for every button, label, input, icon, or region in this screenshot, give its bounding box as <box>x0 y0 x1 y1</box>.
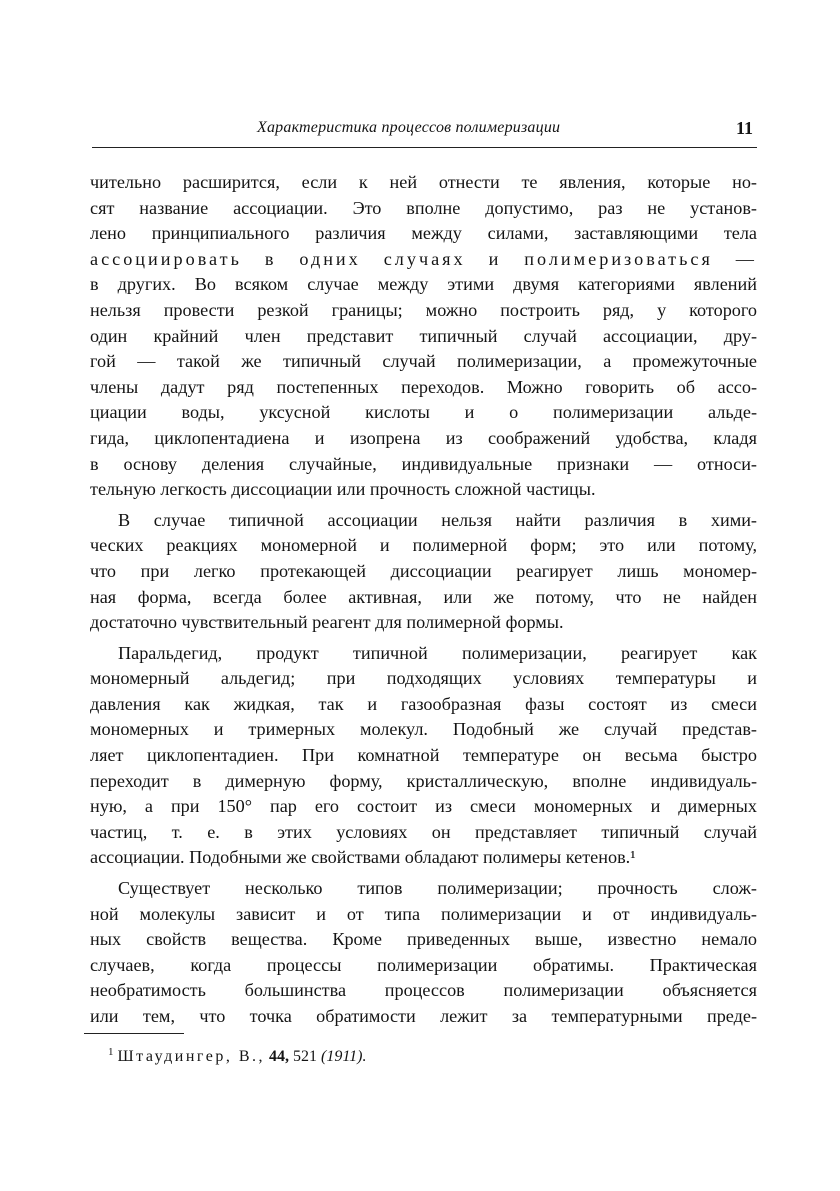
text-line: в основу деления случайные, индивидуальные признаки — относи- <box>90 453 757 474</box>
paragraph-start: Существует несколько типов полимеризации; прочность слож- <box>118 878 757 899</box>
footnote-author: Штаудингер, В., <box>117 1048 265 1065</box>
header-rule <box>92 147 757 148</box>
text-line: ассоциации. Подобными же свойствами обладают полимеры кетенов.¹ <box>90 847 636 868</box>
text-line: ную, а при 150° пар его состоит из смеси мономерных и димерных <box>90 796 757 817</box>
text-line: ческих реакциях мономерной и полимерной форм; это или потому, <box>90 535 757 556</box>
footnote-page: 521 <box>293 1048 317 1065</box>
text-line: тельную легкость диссоциации или прочность сложной частицы. <box>90 479 596 500</box>
running-title: Характеристика процессов полимеризации <box>257 119 561 136</box>
text-line: достаточно чувствительный реагент для полимерной формы. <box>90 612 564 633</box>
text-line: члены дадут ряд постепенных переходов. Можно говорить об ассо- <box>90 376 757 397</box>
footnote-rule <box>84 1033 184 1034</box>
text-line: частиц, т. е. в этих условиях он представляет типичный случай <box>90 821 757 842</box>
text-line: лено принципиального различия между силами, заставляющими тела <box>90 223 757 244</box>
text-line: в других. Во всяком случае между этими двумя категориями явлений <box>90 274 757 295</box>
text-line: что при легко протекающей диссоциации реагирует лишь мономер- <box>90 560 757 581</box>
text-line: переходит в димерную форму, кристаллическую, вполне индивидуаль- <box>90 770 757 791</box>
text-line: гида, циклопентадиена и изопрена из соображений удобства, кладя <box>90 427 757 448</box>
text-line: ная форма, всегда более активная, или же потому, что не найден <box>90 586 757 607</box>
text-line: гой — такой же типичный случай полимеризации, а промежуточные <box>90 351 757 372</box>
footnote <box>108 1046 366 1066</box>
text-line: случаев, когда процессы полимеризации обратимы. Практическая <box>90 954 757 975</box>
text-line: ных свойств вещества. Кроме приведенных выше, известно немало <box>90 929 757 950</box>
footnote-mark: 1 <box>108 1046 114 1058</box>
text-line: ляет циклопентадиен. При комнатной температуре он весьма быстро <box>90 745 757 766</box>
text-line: циации воды, уксусной кислоты и о полимеризации альде- <box>90 402 757 423</box>
running-header <box>92 118 757 144</box>
text-line: мономерных и тримерных молекул. Подобный же случай представ- <box>90 719 757 740</box>
text-line: ной молекулы зависит и от типа полимеризации и от индивидуаль- <box>90 903 757 924</box>
text-line: необратимость большинства процессов полимеризации объясняется <box>90 980 757 1001</box>
text-line: нельзя провести резкой границы; можно построить ряд, у которого <box>90 299 757 320</box>
text-line: сят название ассоциации. Это вполне допустимо, раз не установ- <box>90 197 757 218</box>
text-line: или тем, что точка обратимости лежит за температурными преде- <box>90 1006 757 1026</box>
paragraph-start: Паральдегид, продукт типичной полимеризации, реагирует как <box>118 642 757 663</box>
text-line: чительно расширится, если к ней отнести те явления, которые но- <box>90 172 757 192</box>
text-line: давления как жидкая, так и газообразная фазы состоят из смеси <box>90 693 757 714</box>
paragraph-start: В случае типичной ассоциации нельзя найти различия в хими- <box>118 509 757 530</box>
page-number: 11 <box>735 118 753 138</box>
body-text <box>90 170 757 1030</box>
text-line: один крайний член представит типичный случай ассоциации, дру- <box>90 325 757 346</box>
text-line: ассоциировать в одних случаях и полимеризоваться — <box>90 248 757 269</box>
footnote-year: (1911). <box>321 1048 367 1065</box>
footnote-volume: 44, <box>269 1048 289 1065</box>
text-line: мономерный альдегид; при подходящих условиях температуры и <box>90 668 757 689</box>
